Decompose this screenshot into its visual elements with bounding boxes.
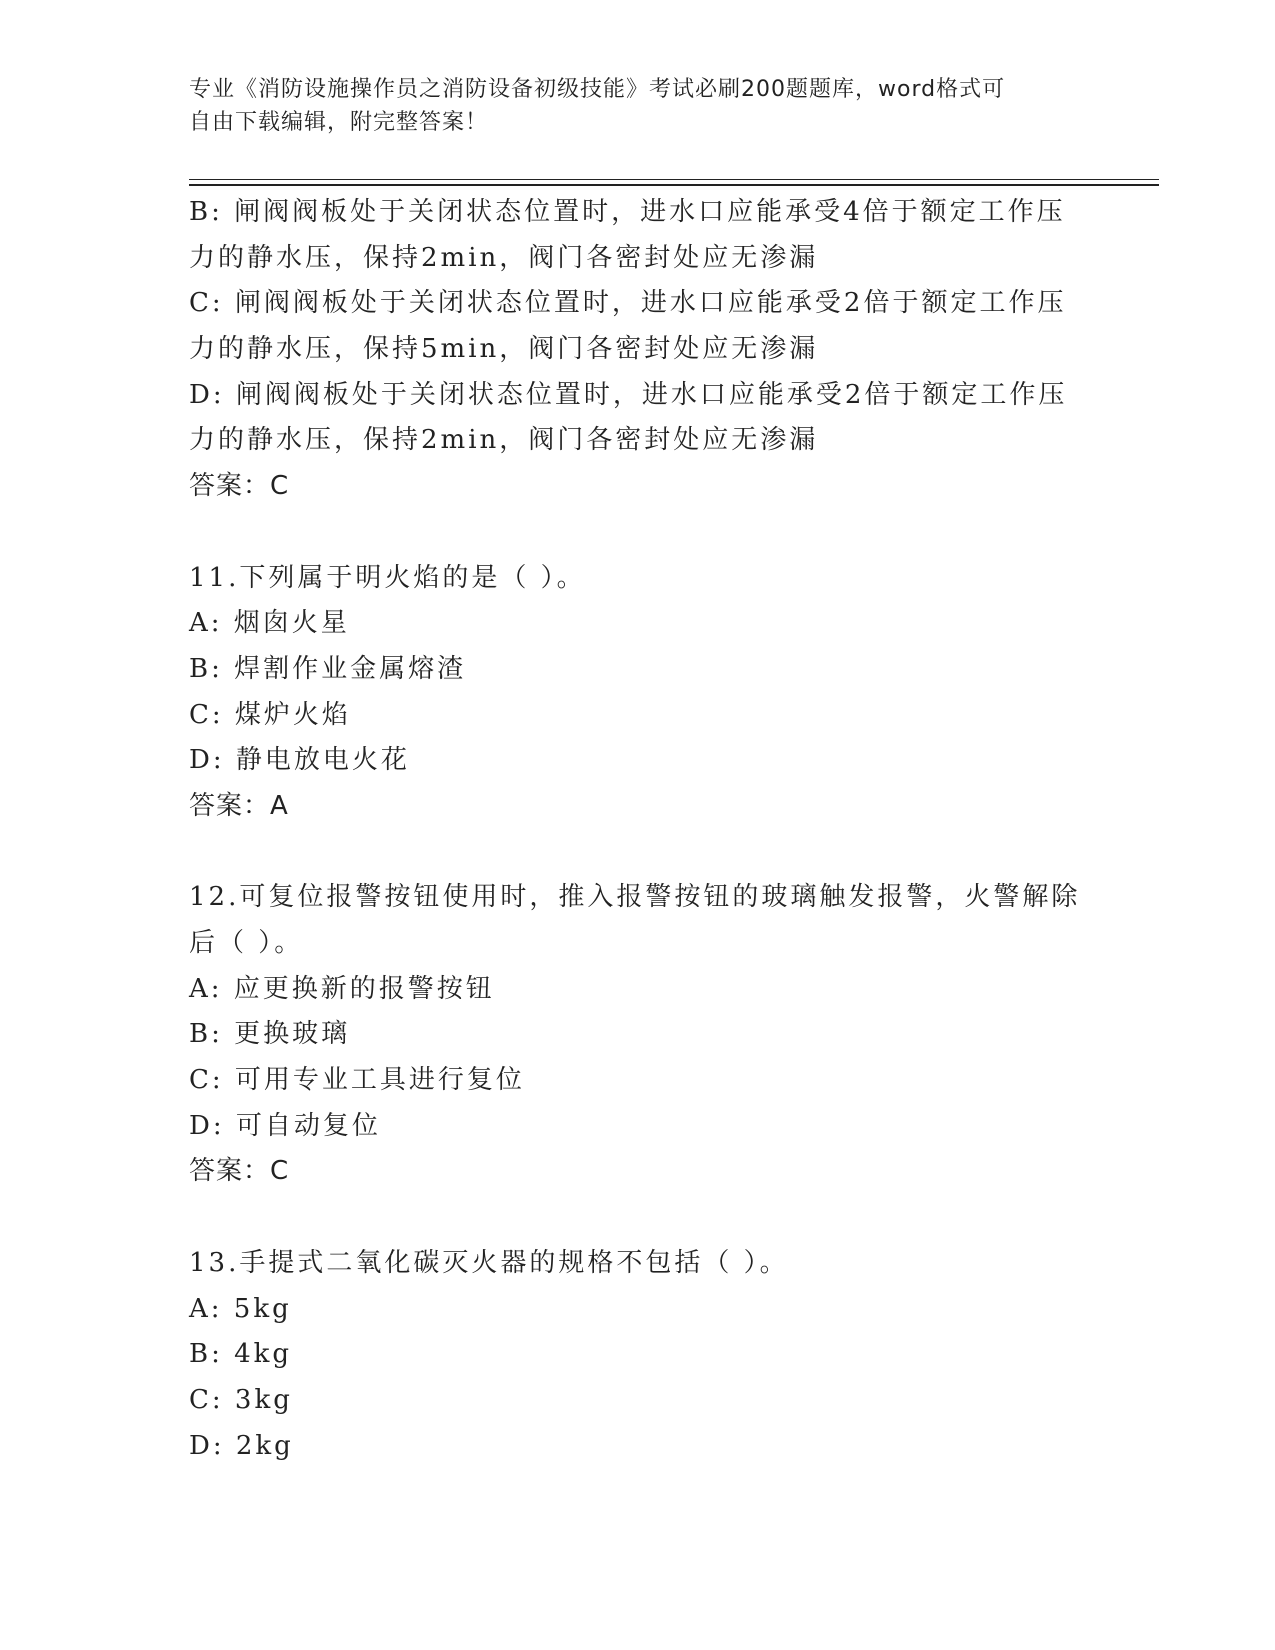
spacer: [189, 1195, 1089, 1241]
header-title-line-2: 自由下载编辑，附完整答案！: [189, 110, 489, 135]
option-c: C: 煤炉火焰: [189, 699, 351, 730]
header-divider-thin: [189, 179, 1159, 180]
option-a: A: 5kg: [189, 1293, 292, 1324]
question-list: [189, 190, 1089, 1469]
option-d-line-2: 力的静水压，保持2min，阀门各密封处应无渗漏: [189, 425, 819, 456]
option-b-line-1: B: 闸阀阀板处于关闭状态位置时，进水口应能承受4倍于额定工作压: [189, 197, 1066, 227]
option-c-line-1: C: 闸阀阀板处于关闭状态位置时，进水口应能承受2倍于额定工作压: [189, 288, 1067, 319]
spacer: [189, 510, 1089, 556]
option-d-line-1: D: 闸阀阀板处于关闭状态位置时，进水口应能承受2倍于额定工作压: [189, 379, 1068, 410]
question-stem-line-1: 12.可复位报警按钮使用时，推入报警按钮的玻璃触发报警，火警解除: [189, 882, 1081, 913]
header-title-line-1: 专业《消防设施操作员之消防设备初级技能》考试必刷200题题库，word格式可: [189, 77, 1006, 102]
option-d: D: 静电放电火花: [189, 745, 410, 776]
option-a: A: 应更换新的报警按钮: [189, 973, 495, 1004]
option-b: B: 更换玻璃: [189, 1019, 351, 1050]
question-stem-line-2: 后（ ）。: [189, 928, 304, 958]
question-11: [189, 556, 1089, 830]
option-c-line-2: 力的静水压，保持5min，阀门各密封处应无渗漏: [189, 334, 819, 365]
option-d: D: 2kg: [189, 1430, 294, 1461]
question-10: [189, 190, 1089, 510]
spacer: [189, 830, 1089, 876]
question-stem: 11.下列属于明火焰的是（ ）。: [189, 562, 586, 593]
option-b-line-2: 力的静水压，保持2min，阀门各密封处应无渗漏: [189, 242, 819, 273]
document-header: [189, 73, 1089, 139]
option-d: D: 可自动复位: [189, 1110, 381, 1141]
question-stem: 13.手提式二氧化碳灭火器的规格不包括（ ）。: [189, 1247, 789, 1278]
answer-line: 答案：C: [189, 471, 290, 502]
answer-line: 答案：A: [189, 790, 289, 821]
question-13: [189, 1241, 1089, 1469]
answer-line: 答案：C: [189, 1156, 290, 1187]
option-c: C: 3kg: [189, 1384, 293, 1415]
option-c: C: 可用专业工具进行复位: [189, 1065, 525, 1096]
option-b: B: 4kg: [189, 1339, 293, 1370]
option-a: A: 烟囱火星: [189, 608, 350, 639]
option-b: B: 焊割作业金属熔渣: [189, 653, 467, 684]
question-12: [189, 875, 1089, 1195]
header-divider-thick: [189, 184, 1159, 186]
